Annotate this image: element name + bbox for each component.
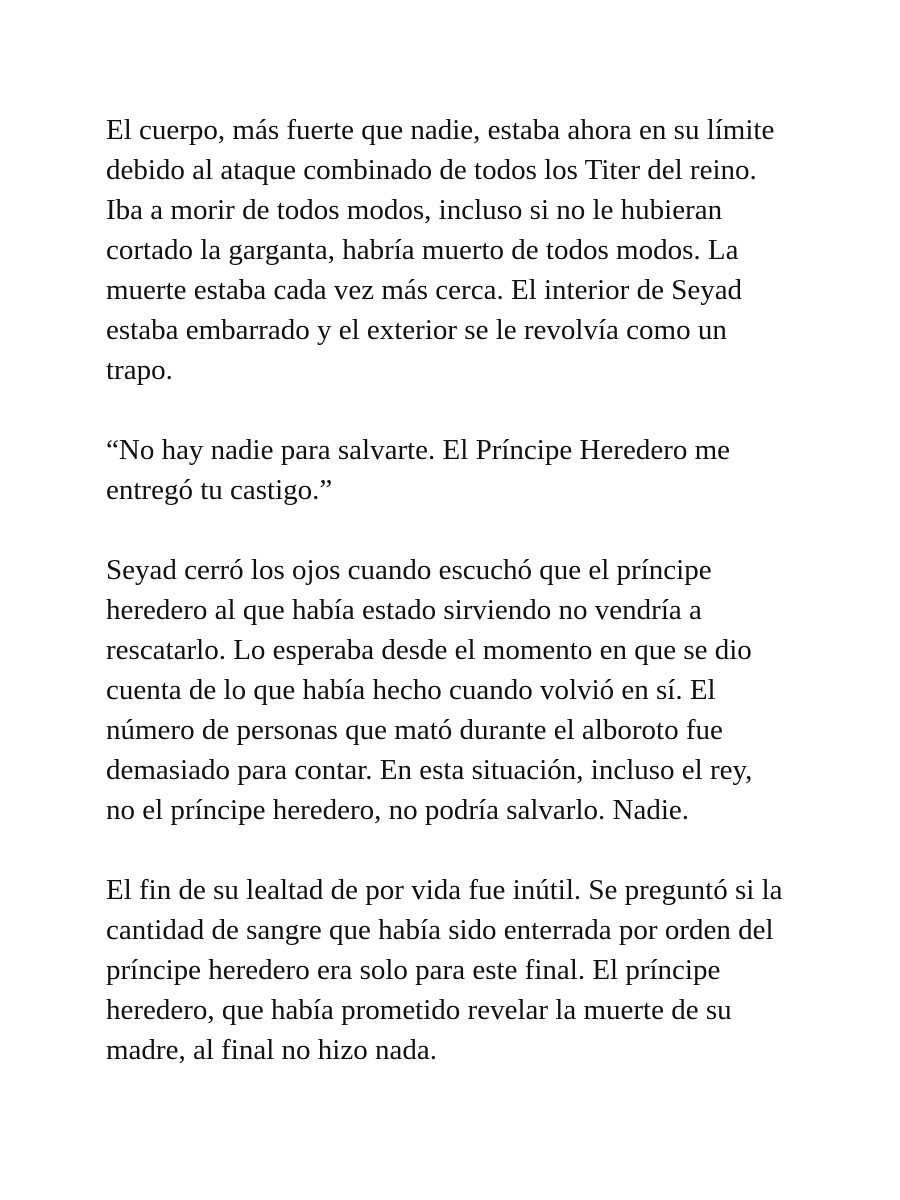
text-line: debido al ataque combinado de todos los Titer del reino. [106,154,757,186]
paragraph-1 [106,110,806,390]
text-line: madre, al final no hizo nada. [106,1034,437,1066]
text-line: rescatarlo. Lo esperaba desde el momento en que se dio [106,634,752,666]
text-line: demasiado para contar. En esta situación, incluso el rey, [106,754,753,786]
text-line: El cuerpo, más fuerte que nadie, estaba ahora en su límite [106,114,775,146]
text-line: no el príncipe heredero, no podría salvarlo. Nadie. [106,794,690,826]
text-line: entregó tu castigo.” [106,474,333,506]
text-line: Iba a morir de todos modos, incluso si no le hubieran [106,194,723,226]
text-line: trapo. [106,354,173,386]
text-line: número de personas que mató durante el alboroto fue [106,714,723,746]
paragraph-3 [106,550,806,830]
text-line: cantidad de sangre que había sido enterrada por orden del [106,914,774,946]
text-line: estaba embarrado y el exterior se le revolvía como un [106,314,727,346]
document-body [106,110,806,1110]
paragraph-2 [106,430,806,510]
text-line: heredero, que había prometido revelar la muerte de su [106,994,732,1026]
paragraph-4 [106,870,806,1070]
text-line: El fin de su lealtad de por vida fue inútil. Se preguntó si la [106,874,783,906]
text-line: cortado la garganta, habría muerto de todos modos. La [106,234,739,266]
text-line: heredero al que había estado sirviendo no vendría a [106,594,702,626]
text-line: muerte estaba cada vez más cerca. El interior de Seyad [106,274,743,306]
text-line: Seyad cerró los ojos cuando escuchó que el príncipe [106,554,712,586]
text-line: “No hay nadie para salvarte. El Príncipe Heredero me [106,434,731,466]
text-line: príncipe heredero era solo para este final. El príncipe [106,954,721,986]
text-line: cuenta de lo que había hecho cuando volvió en sí. El [106,674,716,706]
